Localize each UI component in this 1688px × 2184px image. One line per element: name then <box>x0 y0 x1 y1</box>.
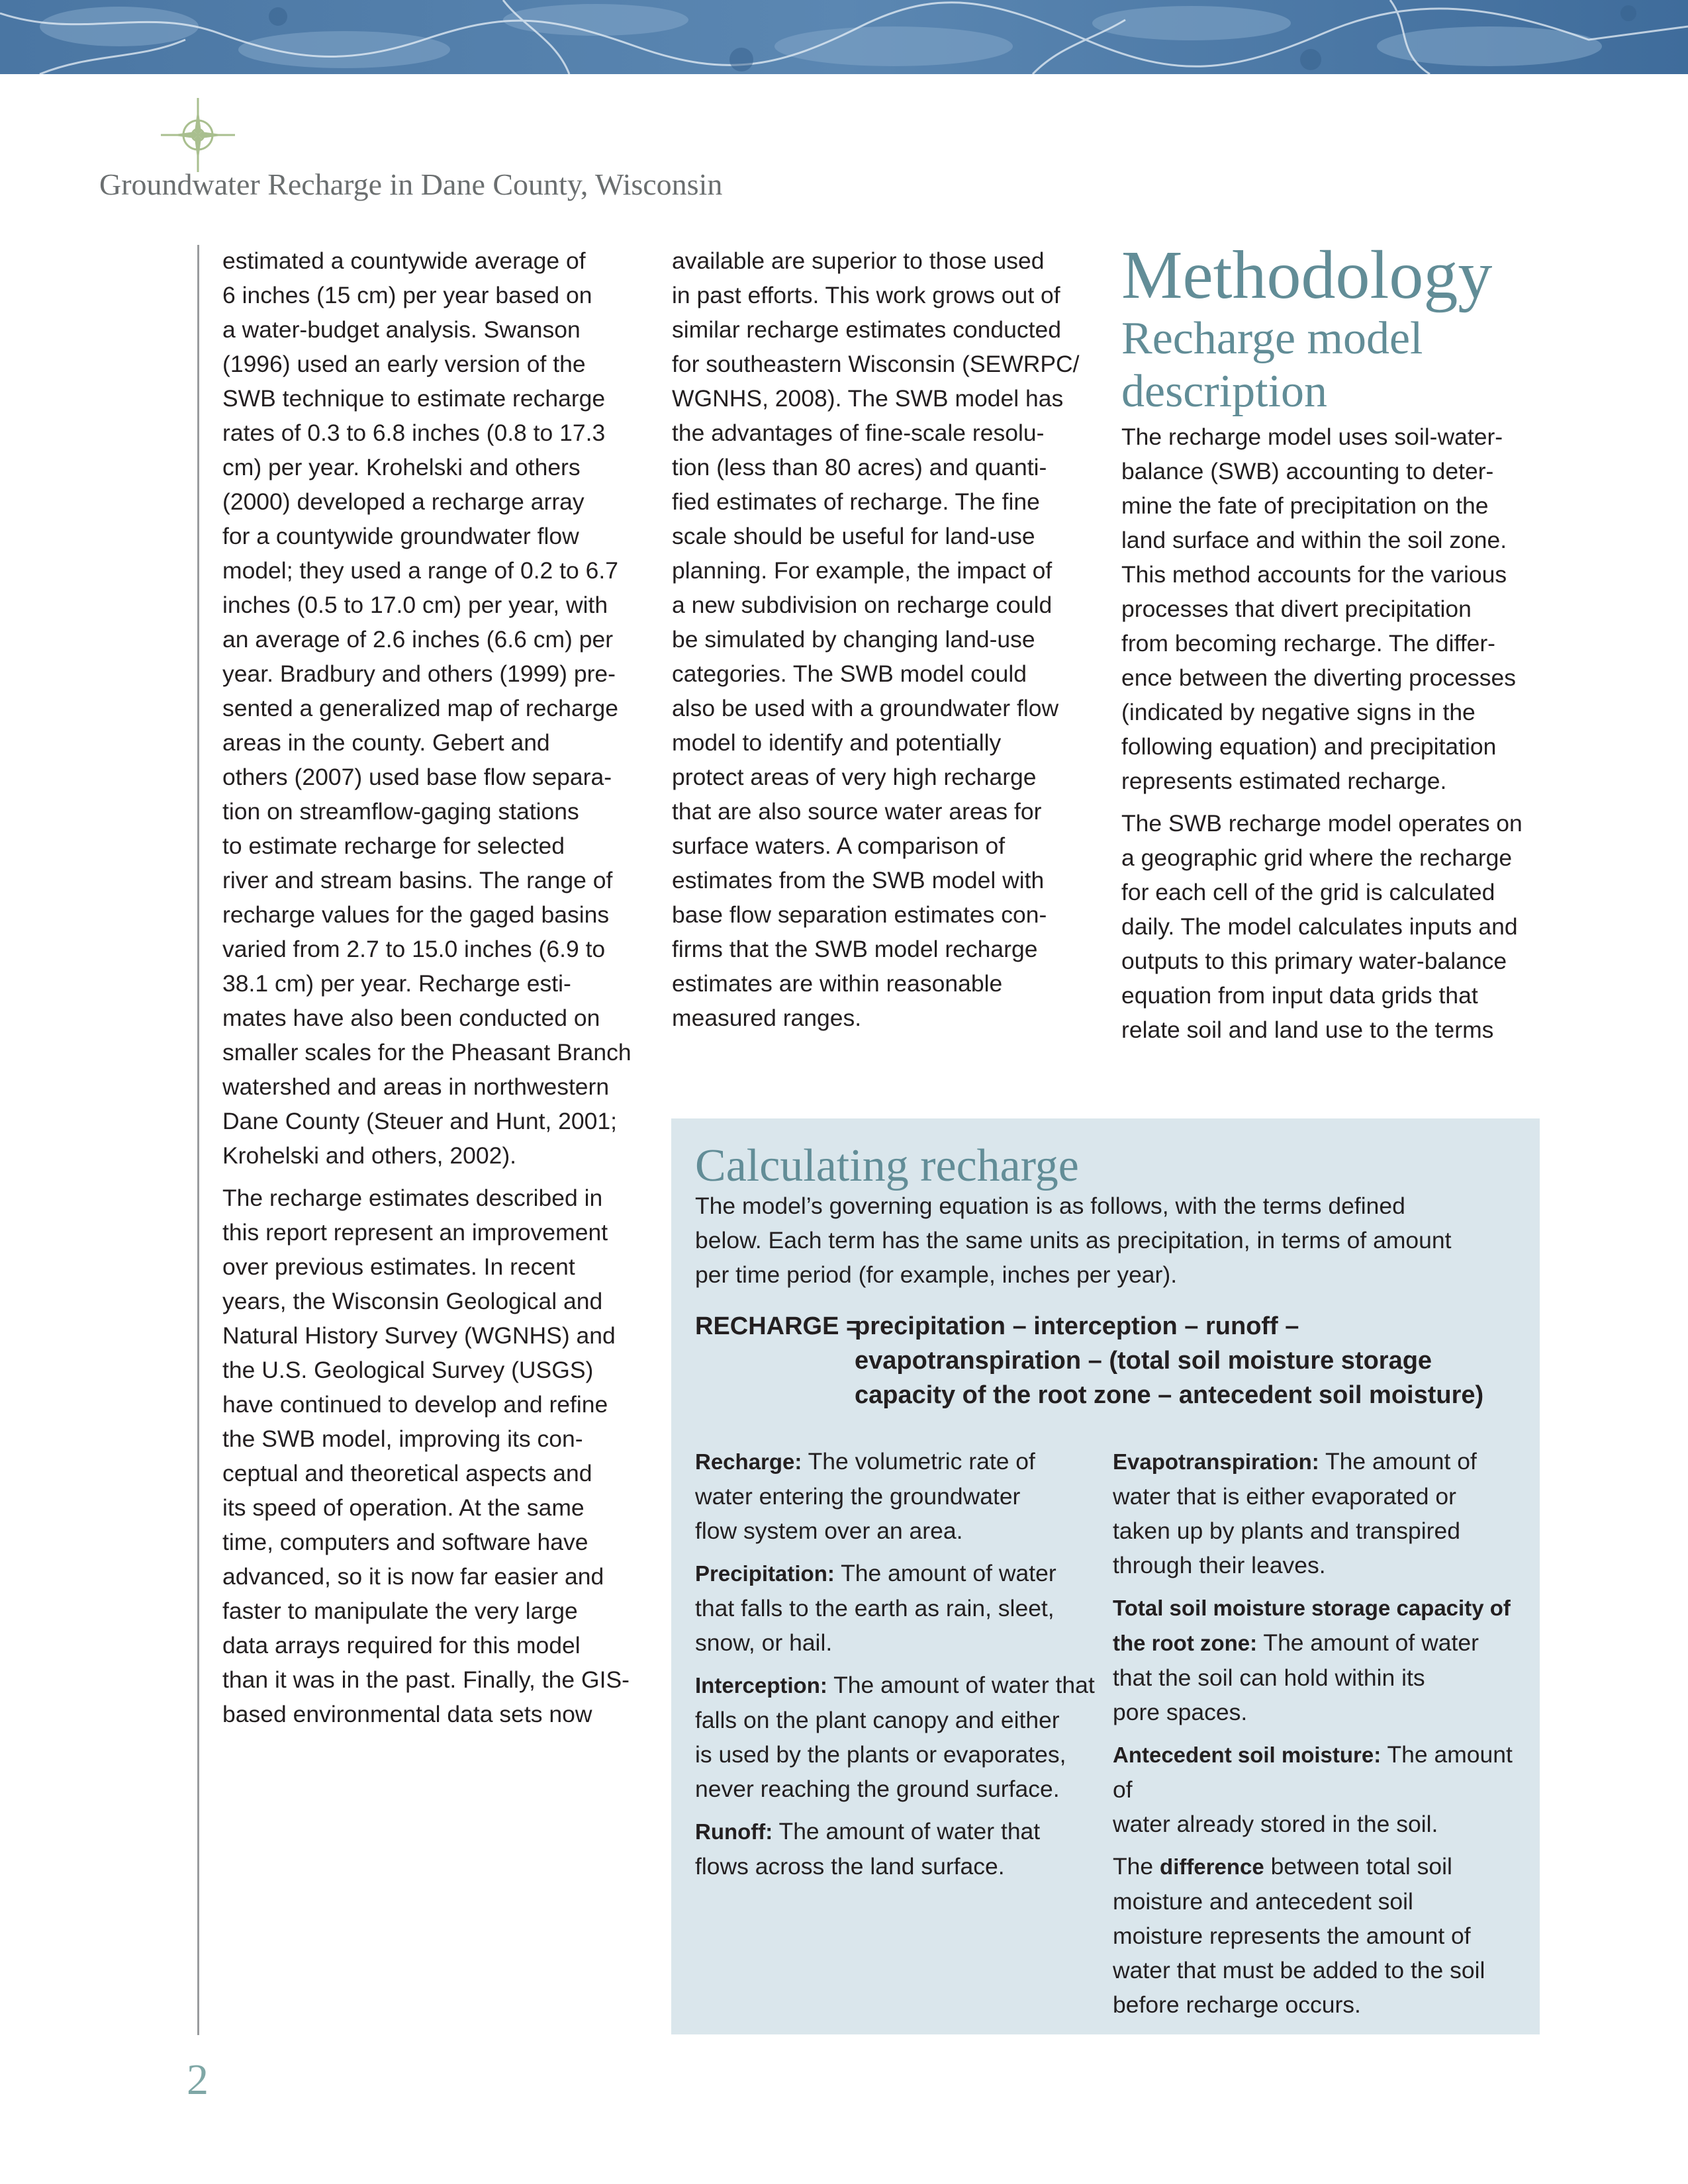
definition-term: Recharge: <box>695 1449 802 1474</box>
text-line: cm) per year. Krohelski and others <box>222 454 581 480</box>
text-line: base flow separation estimates con- <box>672 901 1047 928</box>
text-line: estimates from the SWB model with <box>672 867 1045 893</box>
col1-paragraph-2 <box>222 1181 646 1731</box>
text-line: is used by the plants or evaporates, <box>695 1741 1066 1768</box>
text-line: firms that the SWB model recharge <box>672 936 1038 962</box>
text-line: water that is either evaporated or <box>1113 1483 1456 1510</box>
text-line: rates of 0.3 to 6.8 inches (0.8 to 17.3 <box>222 420 606 446</box>
text-line: model; they used a range of 0.2 to 6.7 <box>222 557 618 584</box>
text-line: water already stored in the soil. <box>1113 1811 1438 1837</box>
text-column-3 <box>1121 236 1545 1055</box>
text-column-1 <box>222 244 646 1739</box>
text-line: never reaching the ground surface. <box>695 1776 1060 1802</box>
text-line: The amount of water that <box>827 1672 1095 1698</box>
running-head-title: Groundwater Recharge in Dane County, Wisconsin <box>99 167 723 201</box>
text-line: processes that divert precipitation <box>1121 596 1472 622</box>
text-line: fied estimates of recharge. The fine <box>672 488 1040 515</box>
text-line: Dane County (Steuer and Hunt, 2001; <box>222 1108 617 1134</box>
col1-paragraph-1 <box>222 244 646 1173</box>
equation-rhs <box>855 1309 1517 1412</box>
text-line: others (2007) used base flow separa- <box>222 764 612 790</box>
text-line: for southeastern Wisconsin (SEWRPC/ <box>672 351 1080 377</box>
text-line: (2000) developed a recharge array <box>222 488 585 515</box>
equation-line: precipitation – interception – runoff – <box>855 1312 1299 1340</box>
text-line: advanced, so it is now far easier and <box>222 1563 604 1590</box>
heading-line: Recharge model <box>1121 313 1423 364</box>
text-line: the SWB model, improving its con- <box>222 1426 583 1452</box>
text-line: ence between the diverting processes <box>1121 664 1516 691</box>
text-line: similar recharge estimates conducted <box>672 316 1061 343</box>
text-line: inches (0.5 to 17.0 cm) per year, with <box>222 592 608 618</box>
text-line: its speed of operation. At the same <box>222 1494 585 1521</box>
text-line: over previous estimates. In recent <box>222 1253 575 1280</box>
text-line: taken up by plants and transpired <box>1113 1518 1460 1544</box>
text-line: water that must be added to the soil <box>1113 1957 1485 1983</box>
text-line: time, computers and software have <box>222 1529 588 1555</box>
text-line: flow system over an area. <box>695 1518 963 1544</box>
text-line: that the soil can hold within its <box>1113 1664 1425 1691</box>
col3-paragraph-2 <box>1121 806 1545 1047</box>
definition-term: Precipitation: <box>695 1561 835 1586</box>
text-line: The amount of <box>1113 1741 1513 1803</box>
text-line: protect areas of very high recharge <box>672 764 1037 790</box>
text-line: The amount of water <box>834 1560 1056 1586</box>
text-line: than it was in the past. Finally, the GIS- <box>222 1666 630 1693</box>
text-line: The SWB recharge model operates on <box>1121 810 1523 837</box>
text-line: flows across the land surface. <box>695 1853 1005 1880</box>
text-line: surface waters. A comparison of <box>672 833 1006 859</box>
text-line: estimated a countywide average of <box>222 248 586 274</box>
text-line: varied from 2.7 to 15.0 inches (6.9 to <box>222 936 606 962</box>
col3-paragraph-1 <box>1121 420 1545 798</box>
definition-term: Evapotranspiration: <box>1113 1449 1319 1474</box>
text-line: 38.1 cm) per year. Recharge esti- <box>222 970 571 997</box>
text-line: falls on the plant canopy and either <box>695 1707 1060 1733</box>
text-line: (indicated by negative signs in the <box>1121 699 1476 725</box>
text-line: in past efforts. This work grows out of <box>672 282 1060 308</box>
text-line: WGNHS, 2008). The SWB model has <box>672 385 1064 412</box>
definition-interception <box>695 1668 1099 1806</box>
text-line: relate soil and land use to the terms <box>1121 1017 1494 1043</box>
text-line: an average of 2.6 inches (6.6 cm) per <box>222 626 614 653</box>
text-line: before recharge occurs. <box>1113 1991 1361 2018</box>
text-line: model to identify and potentially <box>672 729 1002 756</box>
text-line: faster to manipulate the very large <box>222 1598 578 1624</box>
text-line: categories. The SWB model could <box>672 660 1027 687</box>
text-line: to estimate recharge for selected <box>222 833 565 859</box>
sidebar-intro <box>695 1189 1516 1292</box>
text-line: river and stream basins. The range of <box>222 867 613 893</box>
text-line: years, the Wisconsin Geological and <box>222 1288 603 1314</box>
text-line: from becoming recharge. The differ- <box>1121 630 1495 657</box>
text-line: that are also source water areas for <box>672 798 1042 825</box>
text-line: ceptual and theoretical aspects and <box>222 1460 592 1486</box>
text-line: areas in the county. Gebert and <box>222 729 550 756</box>
text-line: smaller scales for the Pheasant Branch <box>222 1039 632 1066</box>
text-line: The amount of water <box>1257 1629 1479 1656</box>
text-line: sented a generalized map of recharge <box>222 695 618 721</box>
text-line: estimates are within reasonable <box>672 970 1003 997</box>
text-line: The recharge model uses soil-water- <box>1121 424 1503 450</box>
compass-rose-icon <box>161 98 235 175</box>
calculating-recharge-sidebar <box>671 1118 1540 2034</box>
definitions-right <box>1113 1444 1517 2030</box>
definition-antecedent-soil-moisture <box>1113 1737 1517 1841</box>
text-line: for a countywide groundwater flow <box>222 523 579 549</box>
definition-runoff <box>695 1814 1099 1884</box>
text-line: also be used with a groundwater flow <box>672 695 1059 721</box>
definition-precipitation <box>695 1556 1099 1660</box>
text-line: based environmental data sets now <box>222 1701 592 1727</box>
text-line: snow, or hail. <box>695 1629 833 1656</box>
text-line: Natural History Survey (WGNHS) and <box>222 1322 616 1349</box>
text-line: data arrays required for this model <box>222 1632 581 1659</box>
definition-recharge <box>695 1444 1099 1548</box>
text-line: a water-budget analysis. Swanson <box>222 316 581 343</box>
closing-note-difference <box>1113 1849 1517 2022</box>
definition-term: Runoff: <box>695 1819 773 1844</box>
sidebar-title: Calculating recharge <box>695 1140 1079 1191</box>
text-line: this report represent an improvement <box>222 1219 608 1246</box>
heading-line: description <box>1121 366 1328 417</box>
text-line: through their leaves. <box>1113 1552 1326 1578</box>
text-line: watershed and areas in northwestern <box>222 1073 610 1100</box>
text-line: Krohelski and others, 2002). <box>222 1142 517 1169</box>
text-line: available are superior to those used <box>672 248 1045 274</box>
definition-term: Antecedent soil moisture: <box>1113 1743 1382 1767</box>
text-fragment: The <box>1113 1853 1160 1880</box>
text-line: a geographic grid where the recharge <box>1121 844 1513 871</box>
definition-evapotranspiration <box>1113 1444 1517 1582</box>
text-line: (1996) used an early version of the <box>222 351 586 377</box>
definition-term: the root zone: <box>1113 1631 1258 1655</box>
col2-paragraph-1 <box>672 244 1096 1035</box>
definition-total-soil-moisture-capacity <box>1113 1590 1517 1729</box>
text-line: year. Bradbury and others (1999) pre- <box>222 660 616 687</box>
definition-term: Interception: <box>695 1673 827 1698</box>
text-line: SWB technique to estimate recharge <box>222 385 606 412</box>
text-line: have continued to develop and refine <box>222 1391 608 1418</box>
subsection-heading-recharge-model <box>1121 312 1545 418</box>
text-line: 6 inches (15 cm) per year based on <box>222 282 592 308</box>
text-line: that falls to the earth as rain, sleet, <box>695 1595 1055 1621</box>
equation-line: capacity of the root zone – antecedent soil moisture) <box>855 1381 1484 1409</box>
equation-line: evapotranspiration – (total soil moisture storage <box>855 1347 1432 1375</box>
equation-lhs: RECHARGE = <box>695 1312 861 1340</box>
header-banner-image <box>0 0 1688 74</box>
text-line: mine the fate of precipitation on the <box>1121 492 1489 519</box>
bold-term: difference <box>1160 1854 1264 1879</box>
text-line: land surface and within the soil zone. <box>1121 527 1507 553</box>
left-margin-rule <box>197 245 199 2035</box>
text-line: moisture represents the amount of <box>1113 1923 1471 1949</box>
text-line: a new subdivision on recharge could <box>672 592 1053 618</box>
text-line: tion (less than 80 acres) and quanti- <box>672 454 1047 480</box>
text-line: The amount of <box>1319 1448 1477 1475</box>
text-line: The model’s governing equation is as follows, with the terms defined <box>695 1193 1405 1219</box>
text-line: below. Each term has the same units as precipitation, in terms of amount <box>695 1227 1452 1253</box>
text-line: outputs to this primary water-balance <box>1121 948 1507 974</box>
text-line: recharge values for the gaged basins <box>222 901 610 928</box>
text-line: The volumetric rate of <box>802 1448 1035 1475</box>
text-line: daily. The model calculates inputs and <box>1121 913 1518 940</box>
text-line: mates have also been conducted on <box>222 1005 600 1031</box>
text-column-2 <box>672 244 1096 1043</box>
text-line: balance (SWB) accounting to deter- <box>1121 458 1494 484</box>
definitions-left <box>695 1444 1099 1891</box>
text-line: tion on streamflow-gaging stations <box>222 798 579 825</box>
definition-term: Total soil moisture storage capacity of <box>1113 1596 1511 1620</box>
text-line: water entering the groundwater <box>695 1483 1021 1510</box>
page-number: 2 <box>187 2056 209 2104</box>
text-line: following equation) and precipitation <box>1121 733 1497 760</box>
text-line: The amount of water that <box>773 1818 1041 1844</box>
text-line: be simulated by changing land-use <box>672 626 1035 653</box>
text-line: per time period (for example, inches per year). <box>695 1261 1178 1288</box>
text-line: planning. For example, the impact of <box>672 557 1053 584</box>
text-line: The recharge estimates described in <box>222 1185 603 1211</box>
text-line: pore spaces. <box>1113 1699 1248 1725</box>
text-line: for each cell of the grid is calculated <box>1121 879 1495 905</box>
text-line: represents estimated recharge. <box>1121 768 1447 794</box>
text-line: measured ranges. <box>672 1005 862 1031</box>
text-line: This method accounts for the various <box>1121 561 1507 588</box>
text-line: between total soil <box>1264 1853 1452 1880</box>
section-heading-methodology: Methodology <box>1121 237 1493 313</box>
text-line: scale should be useful for land-use <box>672 523 1035 549</box>
text-line: equation from input data grids that <box>1121 982 1478 1009</box>
text-line: moisture and antecedent soil <box>1113 1888 1413 1915</box>
text-line: the U.S. Geological Survey (USGS) <box>222 1357 594 1383</box>
text-line: the advantages of fine-scale resolu- <box>672 420 1045 446</box>
